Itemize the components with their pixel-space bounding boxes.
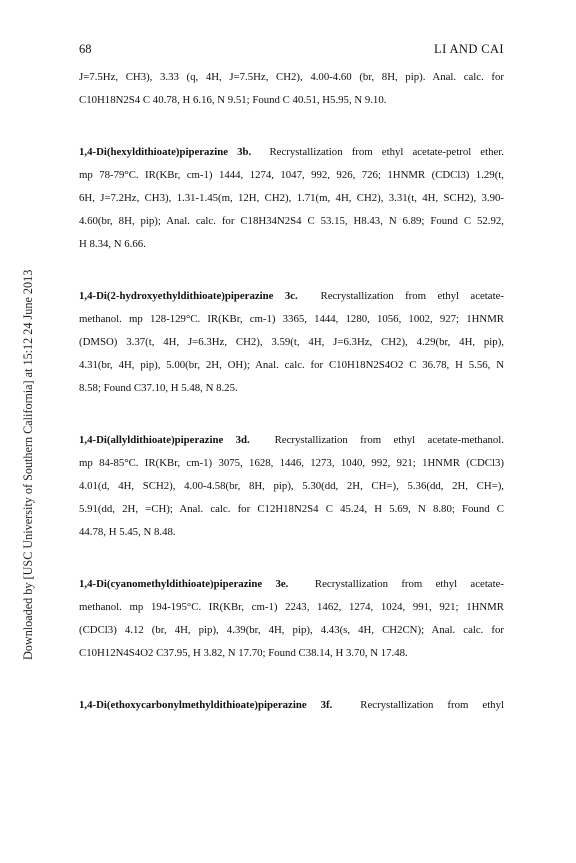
paragraph-3d: [79, 429, 504, 544]
line-text: Recrystallization from ethyl acetate-: [314, 578, 504, 590]
text-line: mp 78-79°C. IR(KBr, cm-1) 1444, 1274, 1047, 992, 926, 726; 1HNMR (CDCl3) 1.29(t,: [79, 169, 504, 181]
line-text: Recrystallization from ethyl acetate-methanol.: [274, 434, 504, 446]
text-line: methanol. mp 128-129°C. IR(KBr, cm-1) 3365, 1444, 1280, 1056, 1002, 927; 1HNMR: [79, 313, 504, 325]
text-line: [79, 573, 504, 596]
line-text: Recrystallization from ethyl acetate-petrol ether.: [269, 146, 504, 158]
text-line: (DMSO) 3.37(t, 4H, J=6.3Hz, CH2), 3.59(t, 4H, J=6.3Hz, CH2), 4.29(br, 4H, pip),: [79, 336, 504, 348]
text-line: H 8.34, N 6.66.: [79, 238, 146, 250]
compound-name: 1,4-Di(allyldithioate)piperazine 3d.: [79, 434, 250, 446]
text-line: [79, 694, 504, 717]
text-line: C10H12N4S4O2 C37.95, H 3.82, N 17.70; Found C38.14, H 3.70, N 17.48.: [79, 647, 408, 659]
text-line: 4.01(d, 4H, SCH2), 4.00-4.58(br, 8H, pip), 5.30(dd, 2H, CH=), 5.36(dd, 2H, CH=),: [79, 480, 504, 492]
paragraph-3a-continued: [79, 66, 504, 112]
text-line: 8.58; Found C37.10, H 5.48, N 8.25.: [79, 382, 238, 394]
running-head: LI AND CAI: [434, 42, 504, 56]
text-line: [79, 285, 504, 308]
compound-name: 1,4-Di(ethoxycarbonylmethyldithioate)piperazine 3f.: [79, 699, 333, 711]
paragraph-3c: [79, 285, 504, 400]
text-line: 5.91(dd, 2H, =CH); Anal. calc. for C12H18N2S4 C 45.24, H 5.69, N 8.80; Found C: [79, 503, 504, 515]
text-line: 4.60(br, 8H, pip); Anal. calc. for C18H34N2S4 C 53.15, H8.43, N 6.89; Found C 52.92,: [79, 215, 504, 227]
page-number: 68: [79, 42, 92, 56]
text-line: 6H, J=7.2Hz, CH3), 1.31-1.45(m, 12H, CH2), 1.71(m, 4H, CH2), 3.31(t, 4H, SCH2), 3.90-: [79, 192, 504, 204]
text-line: C10H18N2S4 C 40.78, H 6.16, N 9.51; Found C 40.51, H5.95, N 9.10.: [79, 94, 387, 106]
text-line: methanol. mp 194-195°C. IR(KBr, cm-1) 2243, 1462, 1274, 1024, 991, 921; 1HNMR: [79, 601, 504, 613]
compound-name: 1,4-Di(cyanomethyldithioate)piperazine 3e.: [79, 578, 289, 590]
compound-name: 1,4-Di(hexyldithioate)piperazine 3b.: [79, 146, 252, 158]
text-line: (CDCl3) 4.12 (br, 4H, pip), 4.39(br, 4H, pip), 4.43(s, 4H, CH2CN); Anal. calc. for: [79, 624, 504, 636]
paragraph-3f: [79, 694, 504, 717]
text-line: 4.31(br, 4H, pip), 5.00(br, 2H, OH); Anal. calc. for C10H18N2S4O2 C 36.78, H 5.56, N: [79, 359, 504, 371]
body-text: [79, 66, 504, 746]
paragraph-3b: [79, 141, 504, 256]
line-text: Recrystallization from ethyl: [360, 699, 504, 711]
text-line: [79, 429, 504, 452]
text-line: J=7.5Hz, CH3), 3.33 (q, 4H, J=7.5Hz, CH2), 4.00-4.60 (br, 8H, pip). Anal. calc. for: [79, 71, 504, 83]
compound-name: 1,4-Di(2-hydroxyethyldithioate)piperazine 3c.: [79, 290, 298, 302]
download-watermark: Downloaded by [USC University of Southern California] at 15:12 24 June 2013: [21, 269, 35, 660]
text-line: [79, 141, 504, 164]
line-text: Recrystallization from ethyl acetate-: [320, 290, 504, 302]
text-line: mp 84-85°C. IR(KBr, cm-1) 3075, 1628, 1446, 1273, 1040, 992, 921; 1HNMR (CDCl3): [79, 457, 504, 469]
text-line: 44.78, H 5.45, N 8.48.: [79, 526, 176, 538]
paragraph-3e: [79, 573, 504, 665]
